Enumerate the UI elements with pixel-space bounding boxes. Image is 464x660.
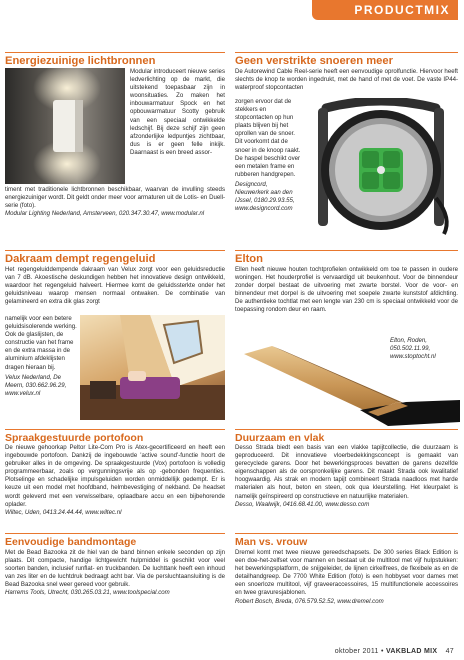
- article-title: Man vs. vrouw: [235, 536, 308, 548]
- footer-separator: •: [380, 648, 386, 655]
- section-label: PRODUCTMIX: [354, 3, 450, 17]
- article-text-continued: zorgen ervoor dat de stekkers en stopcontacten op hun plaats blijven bij het oprollen van de snoer. Dit voorkomt dat de snoer in de knoop raakt. De haspel beschikt over een metalen frame en rubberen handgrepen.: [235, 98, 301, 178]
- article-credit: Wiltec, Uden, 0413.24.44.44, www.wiltec.nl: [5, 508, 122, 516]
- section-rule: [5, 533, 225, 534]
- wall-lamp-image: [5, 68, 125, 184]
- article-text: Het regengeluiddempende dakraam van Velux zorgt voor een geluidsreductie van 7 dB. Akoestische deskundigen hebben het innovatieve design ontwikkeld, waardoor het regengeluid halveert. Hiermee komt de geluidssterkte onder het geluidsniveau waarop mensen normaal ontwaken. De combinatie van gelamineerd en extra dik glas zorgt: [5, 266, 225, 306]
- article-title: Spraakgestuurde portofoon: [5, 432, 144, 444]
- draught-strip-photo: [238, 340, 460, 428]
- article-credit: Designcord, Nieuwerkerk aan den IJssel, 0180.29.93.55, www.designcord.com: [235, 180, 295, 213]
- page-footer: [335, 648, 454, 655]
- article-title: Eenvoudige bandmontage: [5, 536, 137, 548]
- article-text-continued: namelijk voor een betere geluidsisolerende werking. Ook de glaslijsten, de constructie van het frame en de extra massa in de aluminium afdeklijsten dragen hieraan bij.: [5, 315, 77, 371]
- article-credit: Robert Bosch, Breda, 076.579.52.52, www.dremel.com: [235, 597, 384, 605]
- article-credit: Harrems Tools, Utrecht, 030.265.03.21, www.toolspecial.com: [5, 589, 170, 597]
- article-credit: Desso, Waalwijk, 0416.68.41.00, www.desso.com: [235, 500, 370, 508]
- article-text: Modular introduceert nieuwe series ledverlichting op de markt, die uitstekend toepasbaar zijn in woonsituaties. Zo maken het inbouwarmatuur Spock en het opbouwarmatuur Scotty gebruik van een speciaal ontwikkelde ledschijf. Bij deze schijf zijn geen afzonderlijke ledpuntjes zichtbaar, dus is er geen felle inkijk. Daarnaast is een breed assor-: [130, 68, 225, 156]
- article-text: De Autorewind Cable Reel-serie heeft een eenvoudige oprolfunctie. Hiervoor heeft slechts de knop te worden ingedrukt, met de hand of met de voet. De vaste IP44-waterproof stopcontacten: [235, 68, 458, 92]
- article-title: Duurzaam en vlak: [235, 432, 325, 444]
- lamp-photo: [5, 68, 125, 184]
- article-title: Geen verstrikte snoeren meer: [235, 55, 393, 67]
- article-credit: Velux Nederland, De Meern, 030.662.96.29, www.velux.nl: [5, 373, 67, 397]
- wooden-draught-strip-image: [238, 340, 460, 428]
- cable-reel-photo: [304, 98, 458, 238]
- article-text: Dremel komt met twee nieuwe gereedschapsets. De 300 series Black Edition is een doe-het-zelfset voor mannen en bestaat uit de multitool met vijf hulpstukken: het bewerkingsplatform, de snijgeleider, de lijnen cirkelfrees, de flexibele as en de detailhandgreep. De 7700 White Edition (foto) is een hobbyset voor dames met een snoerloze multitool, vijf graveeraccessoires, 15 multifunctionele accessoires en twee gravuresjablonen.: [235, 549, 458, 597]
- article-credit: Elton, Roden, 050.502.11.99, www.stoptocht.nl: [390, 337, 436, 361]
- article-credit: Modular Lighting Nederland, Amsterveen, 020.347.30.47, www.modular.nl: [5, 210, 205, 218]
- page-header: [0, 0, 464, 22]
- article-title: Dakraam dempt regengeluid: [5, 253, 156, 265]
- section-rule: [235, 533, 458, 534]
- article-text: Desso Strada biedt een basis van een vlakke tapijtcollectie, die duurzaam is geproduceerd. Dit innovatieve vloerbedekkingsconcept is gemaakt van gerecyclede garens. Door het bewerkingsproces bevatten de garens dezelfde eigenschappen als de oorspronkelijke garens. Dit maakt Strada ook kwalitatief hoogwaardig. Als strak en modern tapijt combineert Strada naadloos met harde materialen als hout, beton en steen, ook qua kleurstelling. Het kleurpalet is namelijk geïnspireerd op constructieve en natuurlijke materialen.: [235, 444, 458, 500]
- article-title: Elton: [235, 253, 263, 265]
- article-text: De nieuwe gehoorkap Peltor Lite-Com Pro is Atex-gecertificeerd en heeft een ingebouwde portofoon. Dankzij de ingebouwde 'active sound'-functie hoort de gebruiker alles in de omgeving. De spraakgestuurde (Vox) portofoon is volledig programmeerbaar, zoals op vergunningsvrije als op -gebonden frequenties. Plotselinge en schadelijke impulsgeluiden worden onmiddellijk gedempt. Er is keuze uit een model met hoofdband, helmbevestiging of nekband. De headset wordt geleverd met een verwisselbare, oplaadbare accu en een bijbehorende oplader.: [5, 444, 225, 508]
- section-rule: [5, 52, 225, 53]
- section-rule: [235, 429, 458, 430]
- footer-magazine: VAKBLAD MIX: [385, 648, 438, 655]
- skylight-room-image: [80, 315, 225, 420]
- footer-date: oktober 2011: [334, 648, 379, 655]
- section-rule: [235, 52, 458, 53]
- section-rule: [235, 250, 458, 251]
- section-rule: [5, 250, 225, 251]
- cable-reel-image: [304, 98, 458, 238]
- section-rule: [5, 429, 225, 430]
- footer-page-number: 47: [445, 648, 454, 655]
- attic-photo: [80, 315, 225, 420]
- article-text: Ellen heeft nieuwe houten tochtprofielen ontwikkeld om toe te passen in oudere woningen. Het houderprofiel is vervaardigd uit beukenhout. Voor de binnendeur zonder dorpel bestaat de uitvoering met zwarte borstel. Voor de voor- en binnendeur met dorpel is de uitvoering met soepele zwarte kunststof afdichting. De authentieke tochtlat met een lengte van 230 cm is speciaal ontwikkeld voor de toepassing rondom deur en raam.: [235, 266, 458, 314]
- article-title: Energiezuinige lichtbronnen: [5, 55, 156, 67]
- article-text: Met de Bead Bazooka zit de hiel van de band binnen enkele seconden op zijn plaats. Dit compacte, handige lichtgewicht hulpmiddel is geschikt voor veel soorten banden, inclusief runflat- en truckbanden. De luchttank heeft een inhoud van zes liter en de luchtdruk bedraagt acht bar. Via de persluchtaansluiting is de Bead Bazooka snel weer gereed voor gebruik.: [5, 549, 225, 589]
- article-text-continued: timent met traditionele lichtbronnen beschikbaar, waarvan de invulling steeds energiezuiniger wordt. Dit geldt onder meer voor armaturen uit de Lotis- en Duell-serie (foto).: [5, 186, 225, 210]
